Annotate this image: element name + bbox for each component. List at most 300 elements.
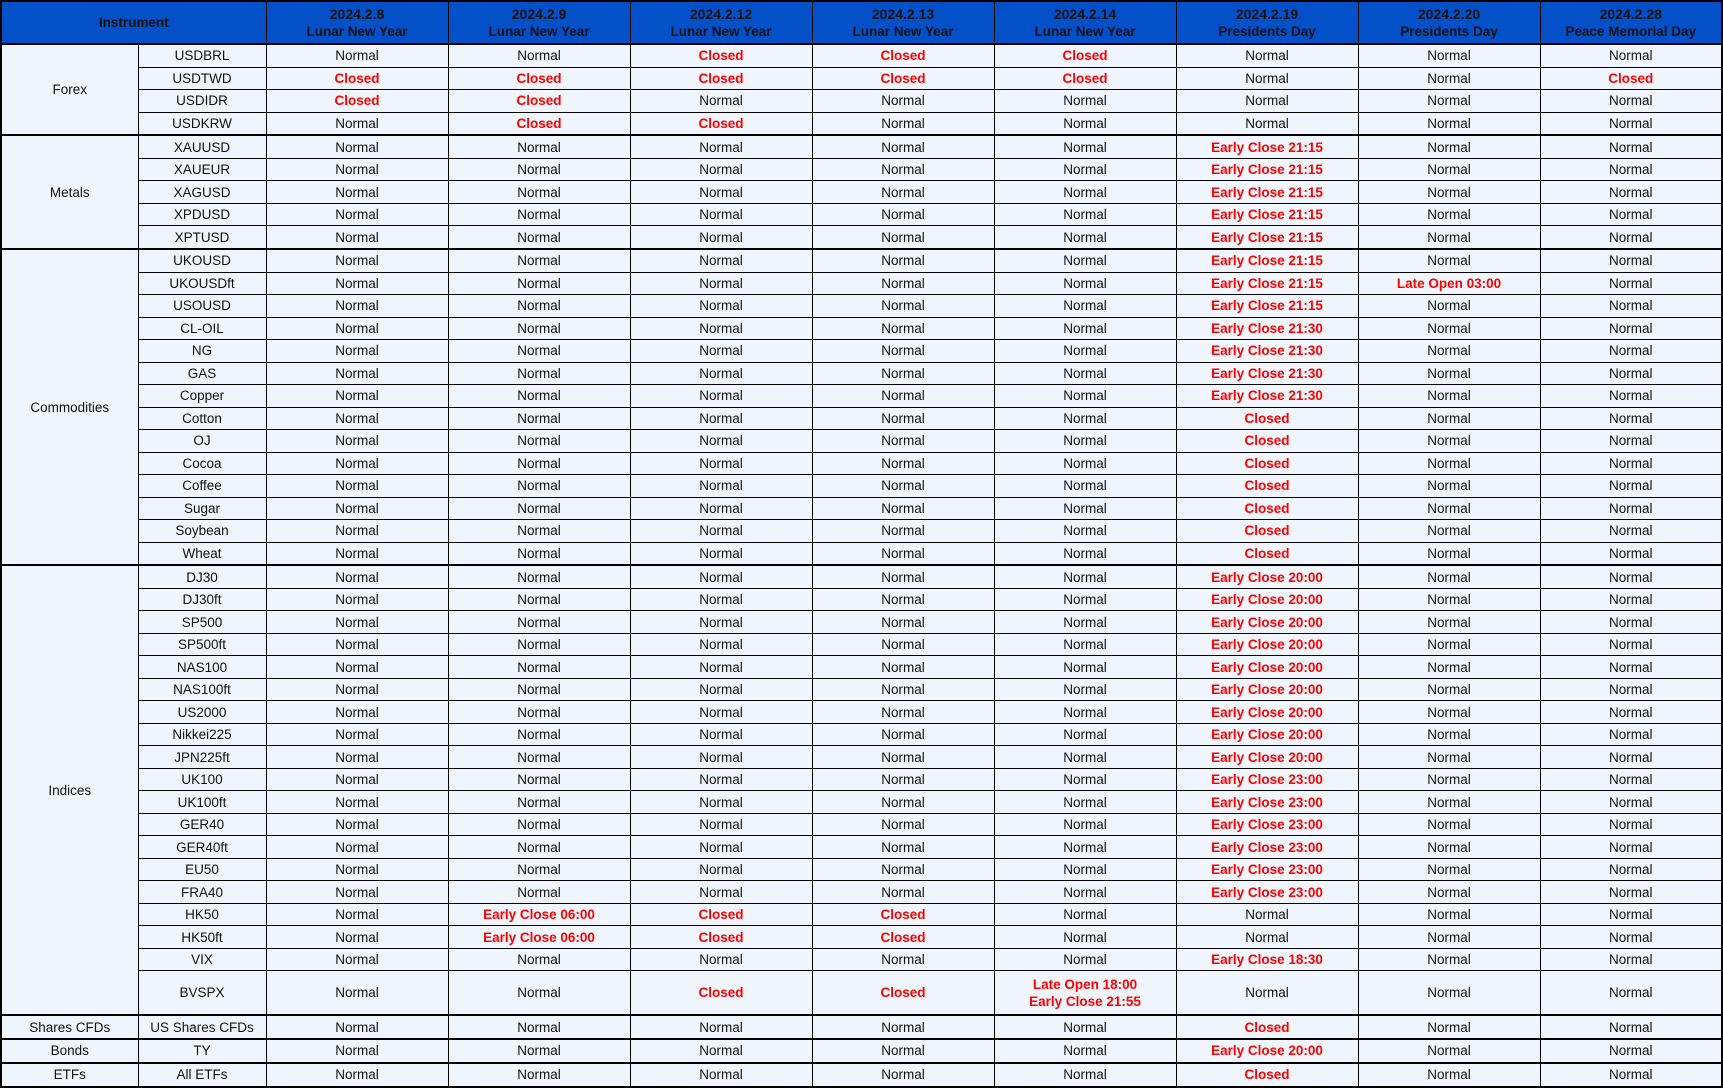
status-text: Normal bbox=[1063, 749, 1107, 765]
status-text: Early Close 21:30 bbox=[1211, 343, 1323, 359]
status-cell bbox=[448, 497, 630, 520]
status-text: Normal bbox=[1063, 115, 1107, 131]
status-cell bbox=[994, 746, 1176, 769]
status-text: Normal bbox=[1609, 772, 1653, 788]
status-cell bbox=[1540, 362, 1722, 385]
status-text: Normal bbox=[335, 1067, 379, 1083]
status-text: Normal bbox=[335, 365, 379, 381]
status-text: Normal bbox=[517, 478, 561, 494]
status-text: Normal bbox=[881, 659, 925, 675]
table-row bbox=[1, 67, 1722, 90]
status-cell bbox=[448, 203, 630, 226]
status-cell bbox=[812, 1063, 994, 1087]
date-header-cell bbox=[630, 1, 812, 44]
status-cell bbox=[266, 565, 448, 588]
table-row bbox=[1, 203, 1722, 226]
status-text: Normal bbox=[1063, 952, 1107, 968]
status-text: Normal bbox=[517, 545, 561, 561]
status-text: Normal bbox=[1609, 569, 1653, 585]
status-cell bbox=[1358, 272, 1540, 295]
status-cell bbox=[448, 588, 630, 611]
table-row bbox=[1, 317, 1722, 340]
status-text: Normal bbox=[517, 184, 561, 200]
status-text: Normal bbox=[1063, 523, 1107, 539]
status-text: Early Close 20:00 bbox=[1211, 637, 1323, 653]
status-cell bbox=[266, 497, 448, 520]
status-text: Normal bbox=[1609, 682, 1653, 698]
status-text: Normal bbox=[699, 569, 743, 585]
status-text: Normal bbox=[1063, 365, 1107, 381]
status-text: Normal bbox=[1609, 500, 1653, 516]
status-cell bbox=[1358, 249, 1540, 272]
status-text: Normal bbox=[517, 298, 561, 314]
status-cell bbox=[812, 475, 994, 498]
status-text: Normal bbox=[517, 839, 561, 855]
status-text: Normal bbox=[335, 637, 379, 653]
instrument-cell: Coffee bbox=[138, 475, 266, 498]
status-cell bbox=[812, 588, 994, 611]
status-text: Normal bbox=[1063, 884, 1107, 900]
status-cell bbox=[448, 226, 630, 249]
instrument-cell: GER40 bbox=[138, 813, 266, 836]
header-holiday: Lunar New Year bbox=[852, 23, 954, 39]
status-text: Normal bbox=[1245, 907, 1289, 923]
status-text: Normal bbox=[1063, 704, 1107, 720]
status-text: Normal bbox=[517, 388, 561, 404]
status-text: Normal bbox=[335, 952, 379, 968]
status-cell bbox=[448, 407, 630, 430]
status-cell bbox=[448, 791, 630, 814]
status-cell bbox=[1540, 249, 1722, 272]
status-cell bbox=[448, 565, 630, 588]
status-cell bbox=[266, 611, 448, 634]
status-text: Normal bbox=[881, 952, 925, 968]
status-cell bbox=[1176, 90, 1358, 113]
status-cell bbox=[994, 926, 1176, 949]
instrument-cell: DJ30ft bbox=[138, 588, 266, 611]
status-cell bbox=[1540, 836, 1722, 859]
status-text: Normal bbox=[699, 704, 743, 720]
status-text: Normal bbox=[1427, 433, 1471, 449]
instrument-header-cell bbox=[1, 1, 266, 44]
status-text: Normal bbox=[1609, 433, 1653, 449]
status-text: Normal bbox=[335, 162, 379, 178]
status-text: Normal bbox=[1609, 93, 1653, 109]
status-text: Closed bbox=[880, 70, 926, 86]
status-cell bbox=[1540, 1015, 1722, 1039]
status-text: Early Close 21:30 bbox=[1211, 320, 1323, 336]
status-text: Normal bbox=[1609, 545, 1653, 561]
status-cell bbox=[994, 497, 1176, 520]
status-cell bbox=[630, 701, 812, 724]
status-text: Normal bbox=[517, 365, 561, 381]
table-row bbox=[1, 611, 1722, 634]
status-text: Closed bbox=[1062, 70, 1108, 86]
category-cell: Metals bbox=[1, 135, 138, 249]
status-text: Normal bbox=[1245, 93, 1289, 109]
status-cell bbox=[1176, 181, 1358, 204]
header-date: 2024.2.28 bbox=[1599, 5, 1662, 22]
status-text: Normal bbox=[881, 682, 925, 698]
header-date: 2024.2.9 bbox=[511, 5, 567, 22]
table-row bbox=[1, 926, 1722, 949]
status-text: Normal bbox=[1609, 952, 1653, 968]
status-cell bbox=[630, 1063, 812, 1087]
instrument-cell: USOUSD bbox=[138, 295, 266, 318]
status-cell bbox=[1540, 226, 1722, 249]
status-cell bbox=[266, 452, 448, 475]
status-text: Normal bbox=[1427, 162, 1471, 178]
status-text: Normal bbox=[335, 794, 379, 810]
table-row bbox=[1, 226, 1722, 249]
status-cell bbox=[1358, 971, 1540, 1015]
table-row bbox=[1, 565, 1722, 588]
status-text: Normal bbox=[881, 253, 925, 269]
status-text: Normal bbox=[335, 320, 379, 336]
status-text: Normal bbox=[335, 207, 379, 223]
status-text: Normal bbox=[881, 523, 925, 539]
status-text: Normal bbox=[1245, 115, 1289, 131]
date-header-cell bbox=[266, 1, 448, 44]
table-row bbox=[1, 903, 1722, 926]
status-cell bbox=[1540, 452, 1722, 475]
status-text: Normal bbox=[1427, 320, 1471, 336]
status-cell bbox=[266, 44, 448, 67]
status-cell bbox=[630, 611, 812, 634]
status-text: Normal bbox=[699, 500, 743, 516]
status-text: Normal bbox=[1427, 455, 1471, 471]
status-text: Early Close 23:00 bbox=[1211, 839, 1323, 855]
status-text: Normal bbox=[1609, 1019, 1653, 1035]
status-text: Normal bbox=[1609, 343, 1653, 359]
status-cell bbox=[994, 430, 1176, 453]
status-text: Normal bbox=[1609, 410, 1653, 426]
status-text: Normal bbox=[335, 659, 379, 675]
status-text: Normal bbox=[881, 1067, 925, 1083]
status-cell bbox=[812, 1015, 994, 1039]
status-text: Normal bbox=[1609, 115, 1653, 131]
status-text: Normal bbox=[517, 48, 561, 64]
status-cell bbox=[1358, 611, 1540, 634]
status-text: Closed bbox=[1244, 410, 1290, 426]
status-text: Closed bbox=[516, 93, 562, 109]
status-cell bbox=[1540, 813, 1722, 836]
status-cell bbox=[448, 858, 630, 881]
status-cell bbox=[630, 249, 812, 272]
status-text: Normal bbox=[1427, 749, 1471, 765]
status-cell bbox=[266, 633, 448, 656]
status-cell bbox=[630, 633, 812, 656]
status-cell bbox=[448, 768, 630, 791]
status-cell bbox=[448, 678, 630, 701]
status-text: Normal bbox=[699, 727, 743, 743]
status-cell bbox=[1176, 768, 1358, 791]
status-cell bbox=[1358, 226, 1540, 249]
status-text: Normal bbox=[517, 794, 561, 810]
status-text: Normal bbox=[881, 343, 925, 359]
status-cell bbox=[266, 656, 448, 679]
status-cell bbox=[1540, 881, 1722, 904]
status-cell bbox=[812, 858, 994, 881]
status-cell bbox=[1358, 836, 1540, 859]
status-text: Normal bbox=[335, 433, 379, 449]
status-cell bbox=[812, 565, 994, 588]
status-text: Normal bbox=[1427, 907, 1471, 923]
status-text: Normal bbox=[517, 862, 561, 878]
status-cell bbox=[1540, 475, 1722, 498]
status-cell bbox=[1176, 226, 1358, 249]
header-date: 2024.2.14 bbox=[1053, 5, 1117, 22]
status-text: Normal bbox=[881, 433, 925, 449]
status-text: Normal bbox=[881, 229, 925, 245]
status-cell bbox=[1176, 858, 1358, 881]
status-cell bbox=[994, 520, 1176, 543]
status-text: Normal bbox=[517, 704, 561, 720]
status-text: Normal bbox=[1427, 985, 1471, 1001]
status-cell bbox=[1358, 633, 1540, 656]
status-cell bbox=[1358, 452, 1540, 475]
instrument-cell: XAUEUR bbox=[138, 158, 266, 181]
instrument-cell: SP500ft bbox=[138, 633, 266, 656]
status-text: Normal bbox=[517, 1067, 561, 1083]
status-text: Closed bbox=[880, 985, 926, 1001]
status-text: Normal bbox=[699, 93, 743, 109]
status-text: Normal bbox=[881, 410, 925, 426]
status-text: Normal bbox=[1427, 545, 1471, 561]
status-cell bbox=[630, 44, 812, 67]
status-text: Early Close 06:00 bbox=[483, 929, 595, 945]
status-cell bbox=[266, 317, 448, 340]
status-text: Normal bbox=[335, 985, 379, 1001]
status-text: Normal bbox=[335, 139, 379, 155]
status-text: Normal bbox=[517, 592, 561, 608]
status-text: Normal bbox=[1427, 343, 1471, 359]
status-text: Early Close 21:15 bbox=[1211, 184, 1323, 200]
instrument-cell: OJ bbox=[138, 430, 266, 453]
status-text: Normal bbox=[699, 275, 743, 291]
status-cell bbox=[1358, 158, 1540, 181]
status-text: Normal bbox=[699, 139, 743, 155]
status-text: Normal bbox=[699, 388, 743, 404]
status-text: Normal bbox=[1427, 659, 1471, 675]
status-cell bbox=[812, 430, 994, 453]
status-cell bbox=[812, 881, 994, 904]
table-header bbox=[1, 1, 1722, 44]
status-cell bbox=[266, 90, 448, 113]
status-text: Early Close 06:00 bbox=[483, 907, 595, 923]
status-cell bbox=[1176, 430, 1358, 453]
status-text: Closed bbox=[698, 985, 744, 1001]
status-cell bbox=[448, 948, 630, 971]
status-cell bbox=[448, 90, 630, 113]
status-cell bbox=[448, 475, 630, 498]
status-cell bbox=[1540, 385, 1722, 408]
table-row bbox=[1, 948, 1722, 971]
table-row bbox=[1, 836, 1722, 859]
status-text: Normal bbox=[517, 569, 561, 585]
status-cell bbox=[630, 452, 812, 475]
status-text: Normal bbox=[1609, 298, 1653, 314]
status-cell bbox=[1358, 1015, 1540, 1039]
status-cell bbox=[1176, 948, 1358, 971]
status-cell bbox=[994, 203, 1176, 226]
status-cell bbox=[1540, 520, 1722, 543]
status-cell bbox=[812, 362, 994, 385]
status-cell bbox=[448, 362, 630, 385]
status-text: Early Close 21:15 bbox=[1211, 162, 1323, 178]
status-cell bbox=[994, 1039, 1176, 1063]
status-cell bbox=[812, 249, 994, 272]
status-text: Normal bbox=[335, 343, 379, 359]
status-cell bbox=[266, 158, 448, 181]
status-cell bbox=[630, 181, 812, 204]
status-text: Normal bbox=[699, 817, 743, 833]
status-text: Normal bbox=[517, 523, 561, 539]
status-cell bbox=[1358, 948, 1540, 971]
status-text: Normal bbox=[881, 115, 925, 131]
status-text: Normal bbox=[517, 817, 561, 833]
status-text: Closed bbox=[334, 93, 380, 109]
status-text: Normal bbox=[699, 320, 743, 336]
status-text: Normal bbox=[1063, 162, 1107, 178]
status-cell bbox=[448, 452, 630, 475]
table-row bbox=[1, 881, 1722, 904]
status-text: Normal bbox=[517, 253, 561, 269]
status-text: Normal bbox=[1427, 70, 1471, 86]
status-text: Normal bbox=[881, 637, 925, 653]
status-text: Normal bbox=[1609, 229, 1653, 245]
status-text: Normal bbox=[1063, 433, 1107, 449]
status-text: Normal bbox=[1427, 115, 1471, 131]
status-text: Normal bbox=[335, 275, 379, 291]
status-text: Normal bbox=[1063, 253, 1107, 269]
status-text: Closed bbox=[1244, 433, 1290, 449]
status-cell bbox=[1540, 858, 1722, 881]
status-cell bbox=[448, 701, 630, 724]
status-cell bbox=[266, 768, 448, 791]
status-cell bbox=[1540, 656, 1722, 679]
status-cell bbox=[994, 678, 1176, 701]
instrument-cell: HK50 bbox=[138, 903, 266, 926]
status-cell bbox=[448, 611, 630, 634]
status-cell bbox=[448, 44, 630, 67]
status-text: Normal bbox=[335, 929, 379, 945]
status-text: Normal bbox=[1427, 478, 1471, 494]
status-cell bbox=[994, 565, 1176, 588]
status-cell bbox=[812, 948, 994, 971]
instrument-cell: US2000 bbox=[138, 701, 266, 724]
status-text: Normal bbox=[1063, 410, 1107, 426]
status-cell bbox=[1176, 1063, 1358, 1087]
status-cell bbox=[1540, 497, 1722, 520]
table-row bbox=[1, 971, 1722, 1015]
status-cell bbox=[994, 971, 1176, 1015]
status-text: Normal bbox=[881, 749, 925, 765]
status-text: Normal bbox=[881, 569, 925, 585]
status-text: Closed bbox=[880, 907, 926, 923]
status-text: Normal bbox=[335, 682, 379, 698]
status-cell bbox=[1358, 362, 1540, 385]
status-text: Normal bbox=[335, 704, 379, 720]
status-text: Early Close 20:00 bbox=[1211, 749, 1323, 765]
status-text: Normal bbox=[699, 1043, 743, 1059]
table-row bbox=[1, 656, 1722, 679]
status-text: Normal bbox=[699, 343, 743, 359]
status-cell bbox=[1358, 1039, 1540, 1063]
table-row bbox=[1, 542, 1722, 565]
status-text: Normal bbox=[699, 478, 743, 494]
status-cell bbox=[630, 317, 812, 340]
table-row bbox=[1, 272, 1722, 295]
status-cell bbox=[1176, 44, 1358, 67]
status-cell bbox=[1358, 67, 1540, 90]
status-text: Normal bbox=[1427, 704, 1471, 720]
status-text: Normal bbox=[1245, 70, 1289, 86]
table-row bbox=[1, 112, 1722, 135]
instrument-cell: Wheat bbox=[138, 542, 266, 565]
status-text: Normal bbox=[335, 749, 379, 765]
status-text: Normal bbox=[881, 320, 925, 336]
status-cell bbox=[812, 1039, 994, 1063]
status-cell bbox=[266, 813, 448, 836]
status-cell bbox=[1540, 340, 1722, 363]
status-cell bbox=[812, 226, 994, 249]
status-text: Normal bbox=[1609, 455, 1653, 471]
status-cell bbox=[448, 723, 630, 746]
status-cell bbox=[812, 158, 994, 181]
status-cell bbox=[630, 858, 812, 881]
status-text: Normal bbox=[881, 862, 925, 878]
status-cell bbox=[1358, 385, 1540, 408]
status-text: Normal bbox=[1063, 275, 1107, 291]
status-cell bbox=[630, 723, 812, 746]
status-text: Normal bbox=[1063, 614, 1107, 630]
status-cell bbox=[1358, 926, 1540, 949]
status-text: Normal bbox=[1427, 727, 1471, 743]
status-cell bbox=[812, 768, 994, 791]
status-cell bbox=[630, 542, 812, 565]
status-cell bbox=[266, 272, 448, 295]
status-cell bbox=[1176, 249, 1358, 272]
status-text: Normal bbox=[881, 592, 925, 608]
status-cell bbox=[448, 272, 630, 295]
status-text: Normal bbox=[517, 162, 561, 178]
status-cell bbox=[1176, 701, 1358, 724]
status-text: Normal bbox=[1427, 48, 1471, 64]
table-row bbox=[1, 44, 1722, 67]
status-text: Normal bbox=[699, 523, 743, 539]
instrument-cell: UK100 bbox=[138, 768, 266, 791]
status-text: Early Close 23:00 bbox=[1211, 884, 1323, 900]
status-cell bbox=[1358, 112, 1540, 135]
status-cell bbox=[266, 858, 448, 881]
status-cell bbox=[630, 272, 812, 295]
status-text: Normal bbox=[335, 569, 379, 585]
status-cell bbox=[630, 588, 812, 611]
status-text: Normal bbox=[335, 253, 379, 269]
status-cell bbox=[994, 656, 1176, 679]
instrument-cell: Cocoa bbox=[138, 452, 266, 475]
status-text: Normal bbox=[335, 478, 379, 494]
status-cell bbox=[630, 881, 812, 904]
status-cell bbox=[630, 475, 812, 498]
status-text: Normal bbox=[517, 229, 561, 245]
status-cell bbox=[448, 520, 630, 543]
status-cell bbox=[1176, 385, 1358, 408]
status-text: Closed bbox=[1244, 1067, 1290, 1083]
status-cell bbox=[448, 836, 630, 859]
status-cell bbox=[1540, 588, 1722, 611]
